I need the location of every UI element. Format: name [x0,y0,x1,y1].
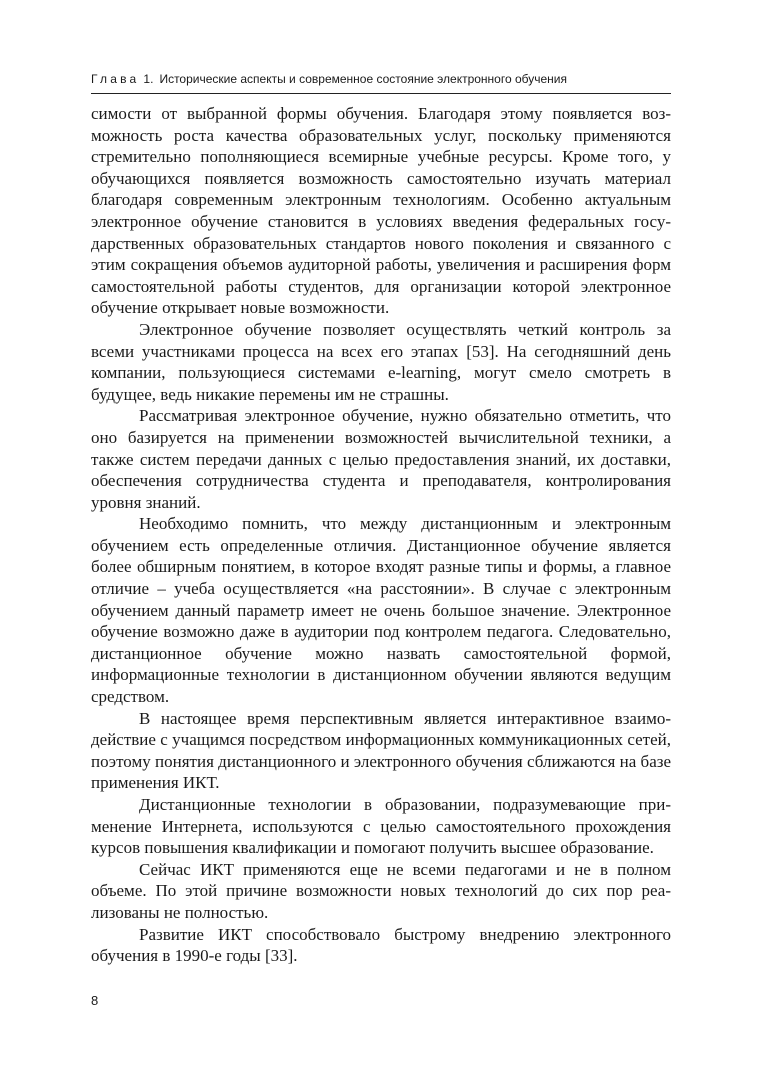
page-number: 8 [91,993,99,1008]
chapter-word: Глава [91,72,140,86]
paragraph-continued: симости от выбранной формы обучения. Благодаря этому появляется возможность роста качества образовательных услуг, поскольку применяются стремительно пополняющиеся всемирные учебные ресурсы. Кроме того, у обучающихся появляется возможность самостоятельно изучать материал благодаря современным электронным технологиям. Особенно актуальным электронное обучение становится в условиях введения федеральных государственных образовательных стандартов нового поколения и связанного с этим сокращения объемов аудиторной работы, увеличения и расширения форм самостоятельной работы студентов, для организации которой электронное обучение открывает новые возможности. [91,104,671,318]
paragraph: Развитие ИКТ способствовало быстрому внедрению электронного обучения в 1990-е годы [33]. [91,924,671,966]
paragraph: В настоящее время перспективным является интерактивное взаимодействие с учащимся посредством информационных коммуникационных сетей, поэтому понятия дистанционного и электронного обучения сближаются на базе применения ИКТ. [91,708,671,793]
paragraph: Сейчас ИКТ применяются еще не всеми педагогами и не в полном объеме. По этой причине возможности новых технологий до сих пор реализованы не полностью. [91,859,671,922]
chapter-title: Исторические аспекты и современное состояние электронного обучения [159,72,568,86]
paragraph: Электронное обучение позволяет осуществлять четкий контроль за всеми участниками процесса на всех его этапах [53]. На сегодняшний день компании, пользующиеся системами e-learning, могут смело смотреть в будущее, ведь никакие перемены им не страшны. [91,319,671,404]
body-text [91,103,671,967]
paragraph: Необходимо помнить, что между дистанционным и электронным обучением есть определенные отличия. Дистанционное обучение является более обширным понятием, в которое входят разные типы и формы, а главное отличие – учеба осуществляется «на расстоянии». В случае с электронным обучением данный параметр имеет не очень большое значение. Электронное обучение возможно даже в аудитории под контролем педагога. Следовательно, дистанционное обучение можно назвать самостоятельной формой, информационные технологии в дистанционном обучении являются ведущим средством. [91,514,671,707]
running-header [91,70,671,88]
paragraph: Рассматривая электронное обучение, нужно обязательно отметить, что оно базируется на применении возможностей вычислительной техники, а также систем передачи данных с целью предоставления знаний, их доставки, обеспечения сотрудничества студента и преподавателя, контролирования уровня знаний. [91,406,671,512]
chapter-number: 1. [143,72,154,86]
header-rule [91,93,671,94]
paragraph: Дистанционные технологии в образовании, подразумевающие применение Интернета, используются с целью самостоятельного прохождения курсов повышения квалификации и помогают получить высшее образование. [91,795,671,858]
